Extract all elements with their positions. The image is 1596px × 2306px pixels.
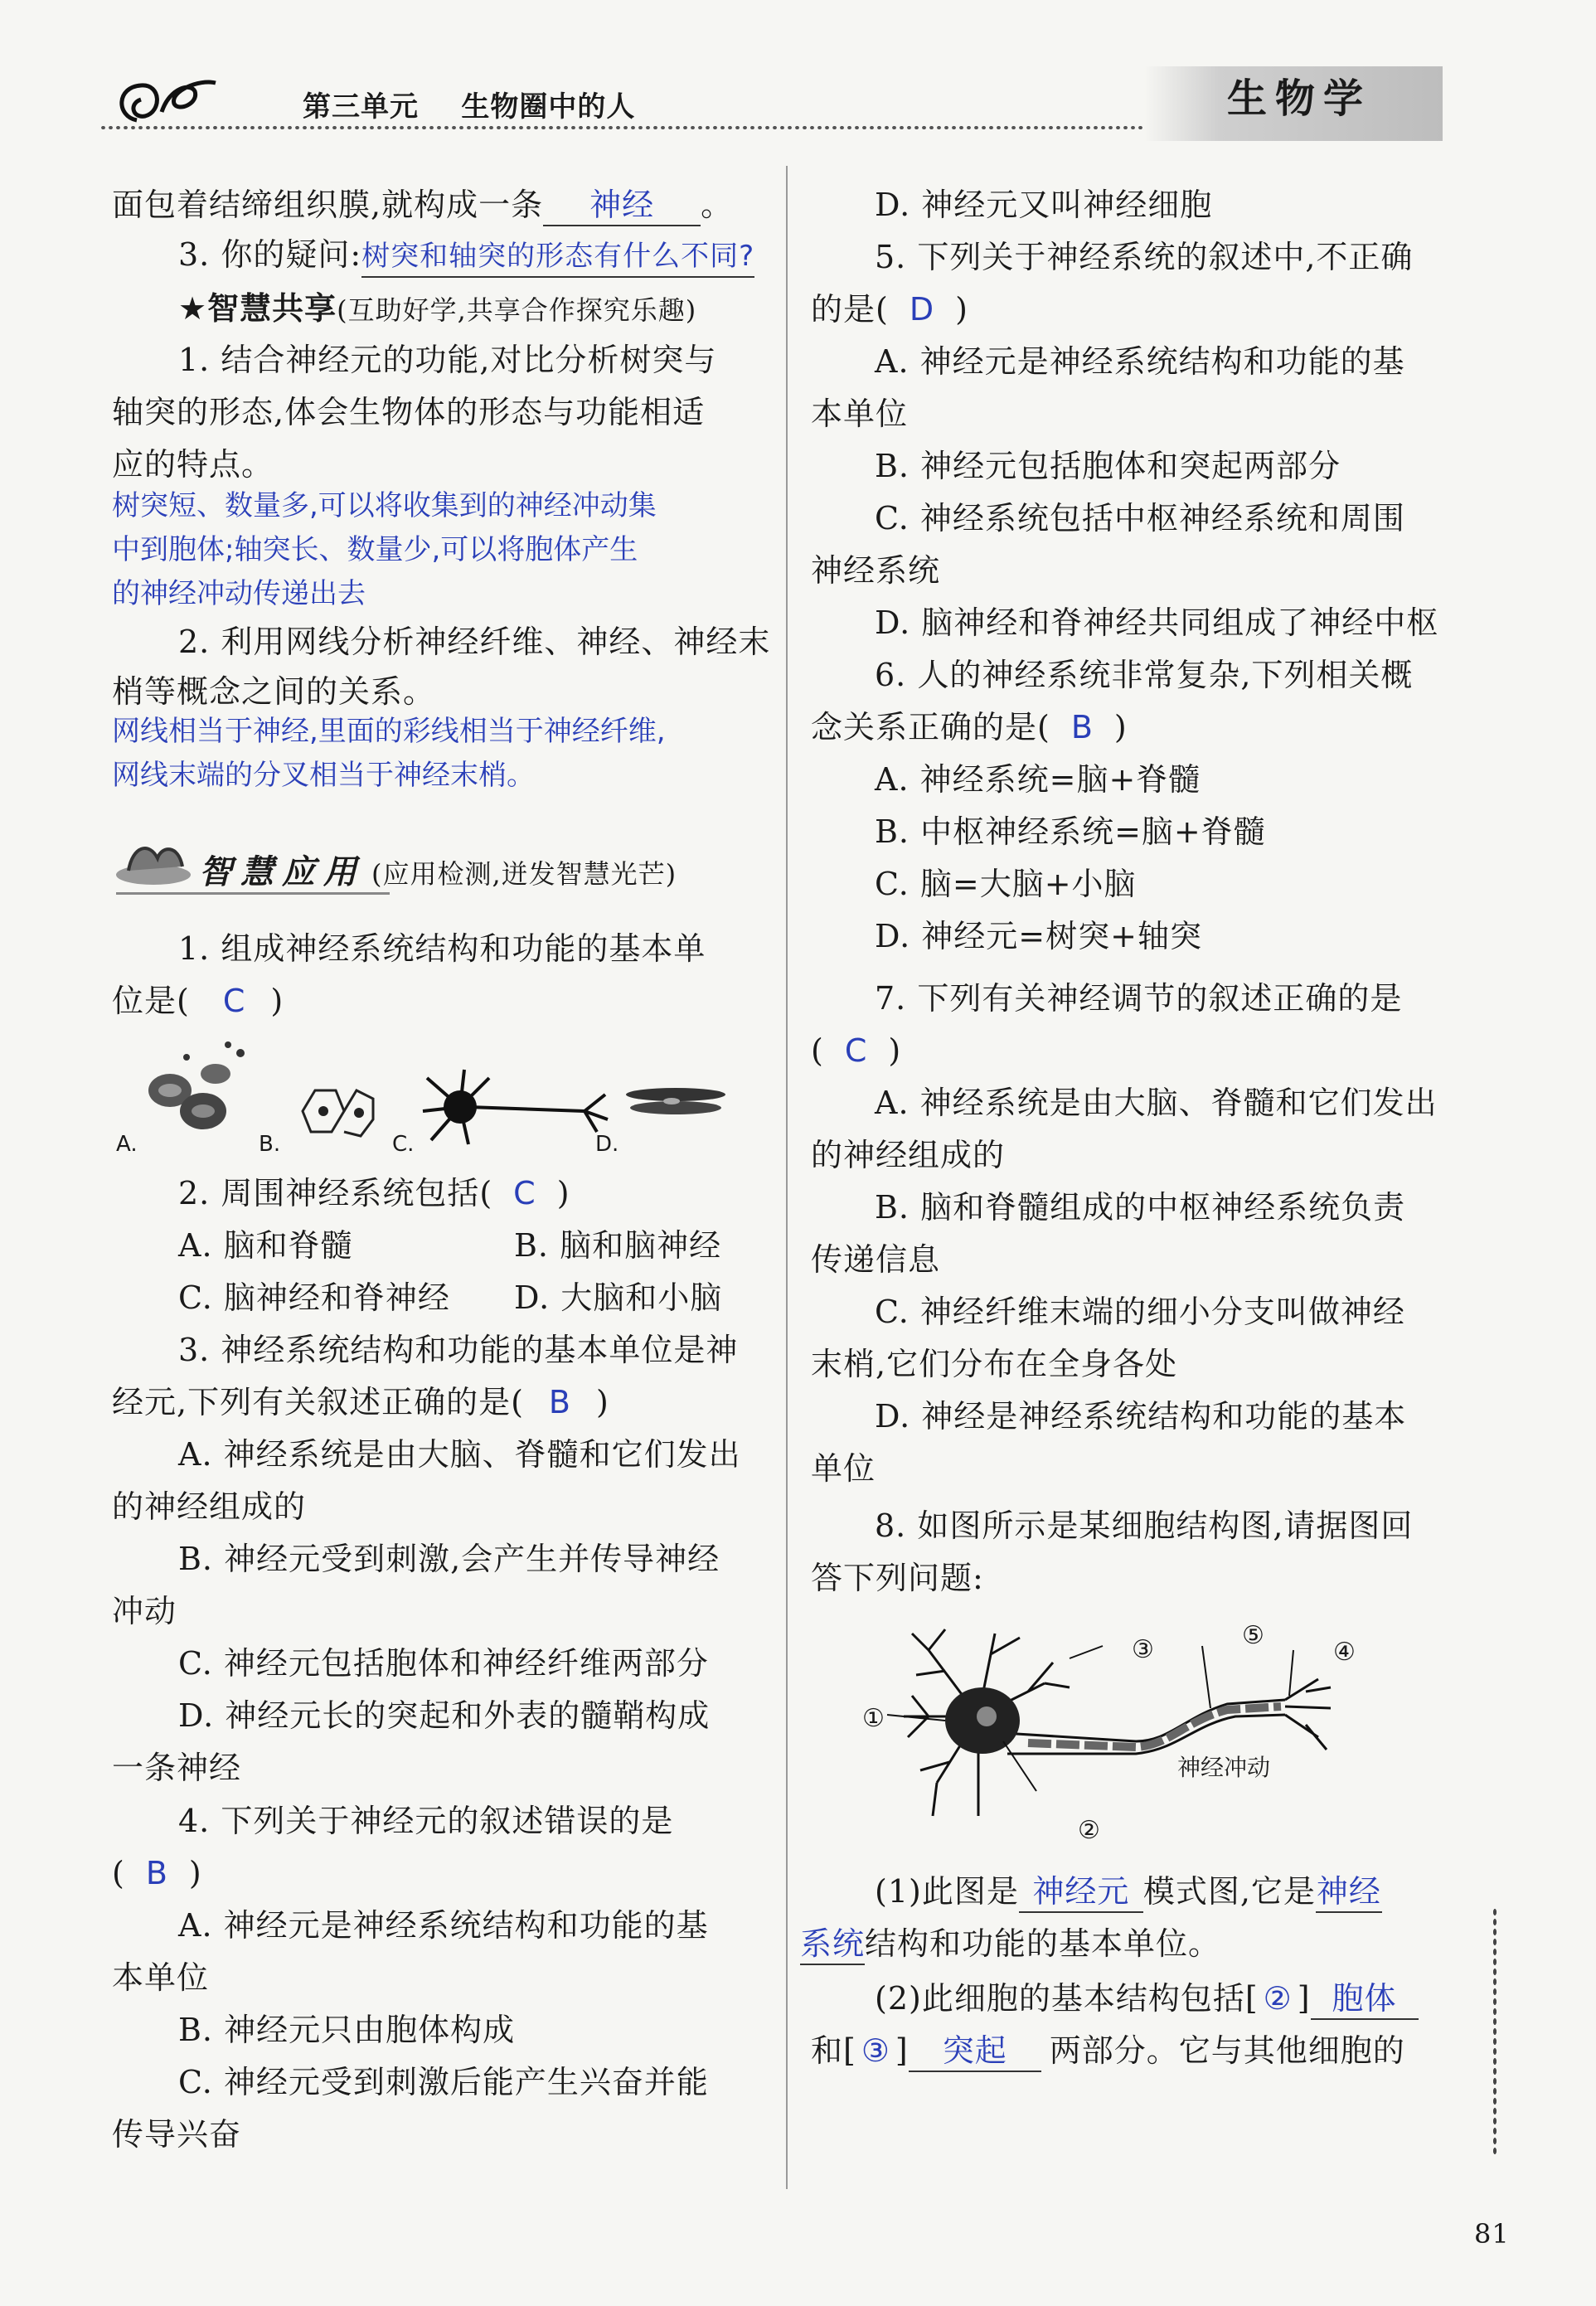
q6-a: A. 神经系统=脑+脊髓 <box>875 761 1201 798</box>
header-logo <box>112 70 220 132</box>
fig-label-2: ② <box>1078 1816 1100 1845</box>
s2-bracket-1: ] <box>1297 1980 1311 2017</box>
p1-l3: 应的特点。 <box>112 446 274 483</box>
apply-subtitle: (应用检测,迸发智慧光芒) <box>371 858 677 890</box>
s2-and: 和[ <box>811 2032 856 2069</box>
subject-title: 生物学 <box>1227 75 1372 122</box>
apply-icon <box>112 837 195 891</box>
header-dots <box>99 124 1144 131</box>
page-number: 81 <box>1474 2218 1510 2250</box>
fig-label-3: ③ <box>1132 1635 1154 1664</box>
q3-open: 经元,下列有关叙述正确的是( <box>112 1384 524 1420</box>
q3-c: C. 神经元包括胞体和神经纤维两部分 <box>178 1645 709 1682</box>
q4-a1: A. 神经元是神经系统结构和功能的基 <box>178 1907 709 1944</box>
q6-close: ) <box>1113 709 1128 745</box>
q7-a1: A. 神经系统是由大脑、脊髓和它们发出 <box>875 1085 1438 1121</box>
q5-answer: D <box>909 291 935 328</box>
s2-pre: (2)此细胞的基本结构包括[ <box>875 1980 1259 2017</box>
cell-label-b: B. <box>259 1132 281 1157</box>
s1-line2 <box>800 1924 1220 1965</box>
q7-close: ) <box>888 1032 902 1069</box>
s1-answer-1: 神经元 <box>1019 1872 1143 1913</box>
q3-b2: 冲动 <box>112 1593 177 1629</box>
q3-b1: B. 神经元受到刺激,会产生并传导神经 <box>178 1541 720 1577</box>
fig-label-4: ④ <box>1333 1638 1356 1667</box>
fig-label-5: ⑤ <box>1242 1621 1264 1650</box>
q7-l1: 7. 下列有关神经调节的叙述正确的是 <box>875 980 1403 1017</box>
cell-image-d <box>622 1078 730 1131</box>
p1-answer-2: 中到胞体;轴突长、数量少,可以将胞体产生 <box>112 533 638 566</box>
s1-answer-2b: 系统 <box>800 1924 865 1965</box>
l1-answer: 神经 <box>589 187 655 223</box>
q4-c1: C. 神经元受到刺激后能产生兴奋并能 <box>178 2064 709 2100</box>
l1-blank <box>543 185 701 226</box>
q2-close: ) <box>556 1175 570 1211</box>
q4-answer: B <box>145 1855 168 1891</box>
s2-line2 <box>811 2031 1405 2072</box>
q5-d: D. 脑神经和脊神经共同组成了神经中枢 <box>875 604 1439 641</box>
q5-c1: C. 神经系统包括中枢神经系统和周围 <box>875 500 1405 536</box>
q1-close: ) <box>270 983 284 1019</box>
l1-text: 面包着结缔组织膜,就构成一条 <box>112 187 544 223</box>
q2-l1 <box>178 1173 570 1213</box>
q4-l2 <box>112 1853 202 1893</box>
q2-option-b: B. 脑和脑神经 <box>514 1227 722 1264</box>
q5-open: 的是( <box>811 291 889 328</box>
q7-a2: 的神经组成的 <box>811 1137 1006 1173</box>
p1-answer-3: 的神经冲动传递出去 <box>112 577 366 610</box>
s1-answer-2a: 神经 <box>1316 1872 1382 1913</box>
q5-c2: 神经系统 <box>811 552 941 589</box>
q3-a2: 的神经组成的 <box>112 1488 307 1525</box>
share-title: ★智慧共享 <box>178 290 337 327</box>
q1-open: 位是( <box>112 983 190 1019</box>
cell-label-a: A. <box>116 1132 138 1157</box>
column-divider <box>786 166 788 2189</box>
q7-open: ( <box>811 1032 824 1069</box>
q4-close: ) <box>188 1855 202 1891</box>
q6-d: D. 神经元=树突+轴突 <box>875 918 1202 954</box>
q1-l2 <box>112 981 284 1021</box>
p2-l1: 2. 利用网线分析神经纤维、神经、神经末 <box>178 624 771 660</box>
q5-a2: 本单位 <box>811 396 909 432</box>
q5-close: ) <box>955 291 968 328</box>
q5-a1: A. 神经元是神经系统结构和功能的基 <box>875 343 1405 380</box>
margin-dots <box>1492 1907 1497 2156</box>
s2-number-2: ③ <box>861 2032 890 2069</box>
q7-b2: 传递信息 <box>811 1241 941 1278</box>
s2-answer-1: 胞体 <box>1311 1978 1419 2020</box>
p1-l2: 轴突的形态,体会生物体的形态与功能相适 <box>112 394 706 430</box>
q1-answer: C <box>222 983 246 1019</box>
cell-label-d: D. <box>595 1132 619 1157</box>
s2-bracket-2: ] <box>895 2032 909 2069</box>
q2-option-a: A. 脑和脊髓 <box>178 1227 353 1264</box>
cell-label-c: C. <box>392 1132 415 1157</box>
q4-d: D. 神经元又叫神经细胞 <box>875 187 1213 223</box>
q5-l1: 5. 下列关于神经系统的叙述中,不正确 <box>875 239 1414 275</box>
s2-end: 两部分。它与其他细胞的 <box>1049 2032 1405 2069</box>
q4-open: ( <box>112 1855 125 1891</box>
fig-caption: 神经冲动 <box>1177 1754 1271 1781</box>
q3-d2: 一条神经 <box>112 1750 242 1786</box>
q3-close: ) <box>595 1384 609 1420</box>
neuron-figure <box>854 1617 1393 1852</box>
share-subtitle: (互助好学,共享合作探究乐趣) <box>337 294 697 326</box>
q6-open: 念关系正确的是( <box>811 709 1050 745</box>
apply-heading <box>199 852 677 894</box>
q7-l2 <box>811 1031 901 1070</box>
cell-image-b <box>294 1078 377 1148</box>
fig-label-1: ① <box>862 1704 885 1733</box>
p1-l1: 1. 结合神经元的功能,对比分析树突与 <box>178 342 717 378</box>
q6-b: B. 中枢神经系统=脑+脊髓 <box>875 813 1266 850</box>
q8-l1: 8. 如图所示是某细胞结构图,请据图回 <box>875 1507 1414 1544</box>
q4-b: B. 神经元只由胞体构成 <box>178 2012 516 2048</box>
q3-question <box>178 235 754 278</box>
q2-option-c: C. 脑神经和脊神经 <box>178 1279 450 1316</box>
p2-answer-2: 网线末端的分叉相当于神经末梢。 <box>112 759 535 792</box>
q8-l2: 答下列问题: <box>811 1560 984 1596</box>
q2-open: 2. 周围神经系统包括( <box>178 1175 493 1211</box>
q3-label: 3. 你的疑问: <box>178 236 362 273</box>
s1-pre: (1)此图是 <box>875 1873 1019 1910</box>
s2-number-1: ② <box>1263 1980 1293 2017</box>
q5-b: B. 神经元包括胞体和突起两部分 <box>875 448 1341 484</box>
q7-c1: C. 神经纤维末端的细小分支叫做神经 <box>875 1294 1405 1330</box>
q3-a1: A. 神经系统是由大脑、脊髓和它们发出 <box>178 1436 741 1473</box>
q7-c2: 末梢,它们分布在全身各处 <box>811 1346 1178 1382</box>
cell-image-c <box>419 1061 609 1156</box>
q6-answer: B <box>1070 709 1094 745</box>
q6-l1: 6. 人的神经系统非常复杂,下列相关概 <box>875 657 1414 693</box>
share-heading <box>178 289 696 330</box>
q3-l1: 3. 神经系统结构和功能的基本单位是神 <box>178 1332 739 1368</box>
l1 <box>112 185 733 226</box>
q1-l1: 1. 组成神经系统结构和功能的基本单 <box>178 930 706 967</box>
p2-l2: 梢等概念之间的关系。 <box>112 673 436 710</box>
q7-answer: C <box>844 1032 868 1069</box>
q7-d2: 单位 <box>811 1450 876 1487</box>
q3-option-answer: B <box>548 1384 571 1420</box>
q7-d1: D. 神经是神经系统结构和功能的基本 <box>875 1398 1407 1435</box>
s1-end: 结构和功能的基本单位。 <box>865 1925 1221 1962</box>
q2-option-d: D. 大脑和小脑 <box>514 1279 723 1316</box>
q6-l2 <box>811 707 1128 747</box>
q7-b1: B. 脑和脊髓组成的中枢神经系统负责 <box>875 1189 1406 1226</box>
q4-l1: 4. 下列关于神经元的叙述错误的是 <box>178 1803 674 1839</box>
q3-answer: 树突和轴突的形态有什么不同? <box>361 236 754 278</box>
s2-line1 <box>875 1978 1419 2020</box>
apply-underline <box>116 892 390 895</box>
q3-l2 <box>112 1382 609 1422</box>
q4-c2: 传导兴奋 <box>112 2116 242 2153</box>
s1-line1 <box>875 1872 1382 1913</box>
s2-answer-2: 突起 <box>909 2031 1041 2072</box>
unit-title: 第三单元 生物圈中的人 <box>303 90 636 124</box>
p1-answer-1: 树突短、数量多,可以将收集到的神经冲动集 <box>112 489 657 522</box>
p2-answer-1: 网线相当于神经,里面的彩线相当于神经纤维, <box>112 715 666 748</box>
q3-d1: D. 神经元长的突起和外表的髓鞘构成 <box>178 1697 711 1734</box>
l1-end: 。 <box>701 187 734 223</box>
q4-a2: 本单位 <box>112 1959 210 1996</box>
q6-c: C. 脑=大脑+小脑 <box>875 866 1137 902</box>
apply-title: 智慧应用 <box>199 853 365 891</box>
s1-mid: 模式图,它是 <box>1142 1873 1316 1910</box>
q5-l2 <box>811 289 968 329</box>
q2-answer: C <box>513 1175 536 1211</box>
cell-image-a <box>137 1041 253 1152</box>
